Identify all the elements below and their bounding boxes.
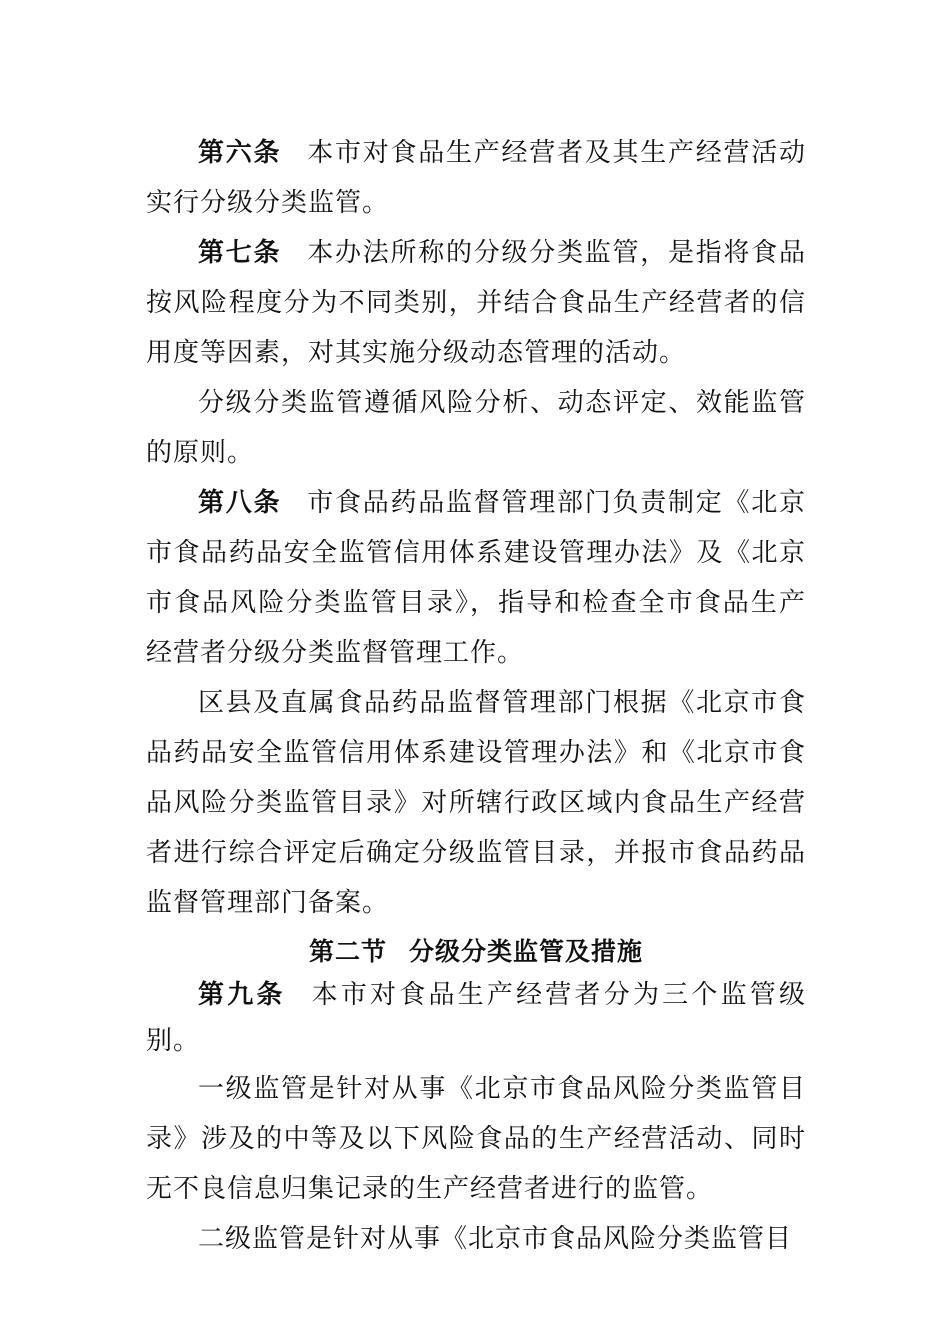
article-7-text: 本办法所称的分级分类监管，是指将食品按风险程度分为不同类别，并结合食品生产经营者的信用度等因素，对其实施分级动态管理的活动。 (146, 238, 806, 368)
section-title: 分级分类监管及措施 (409, 937, 644, 966)
article-9-text: 本市对食品生产经营者分为三个监管级别。 (146, 980, 806, 1056)
document-page (146, 128, 806, 1264)
article-9-heading: 第九条 (198, 980, 286, 1010)
section-heading (146, 932, 806, 972)
section-number: 第二节 (308, 937, 387, 966)
article-9 (146, 972, 806, 1064)
article-6-text: 本市对食品生产经营者及其生产经营活动实行分级分类监管。 (146, 138, 806, 218)
article-9-paragraph-2: 一级监管是针对从事《北京市食品风险分类监管目录》涉及的中等及以下风险食品的生产经营活动、同时无不良信息归集记录的生产经营者进行的监管。 (146, 1074, 806, 1204)
article-8-text: 市食品药品监督管理部门负责制定《北京市食品药品安全监管信用体系建设管理办法》及《北京市食品风险分类监管目录》，指导和检查全市食品生产经营者分级分类监督管理工作。 (146, 488, 806, 668)
article-7 (146, 228, 806, 378)
article-8-paragraph-2: 区县及直属食品药品监督管理部门根据《北京市食品药品安全监管信用体系建设管理办法》和《北京市食品风险分类监管目录》对所辖行政区域内食品生产经营者进行综合评定后确定分级监管目录，并报市食品药品监督管理部门备案。 (146, 688, 806, 918)
article-7-paragraph-2: 分级分类监管遵循风险分析、动态评定、效能监管的原则。 (146, 388, 806, 468)
article-8-heading: 第八条 (198, 488, 282, 518)
article-7-heading: 第七条 (198, 238, 282, 268)
article-6-heading: 第六条 (198, 138, 282, 168)
article-6 (146, 128, 806, 228)
article-9-paragraph-3: 二级监管是针对从事《北京市食品风险分类监管目 (198, 1224, 793, 1254)
article-8 (146, 478, 806, 678)
